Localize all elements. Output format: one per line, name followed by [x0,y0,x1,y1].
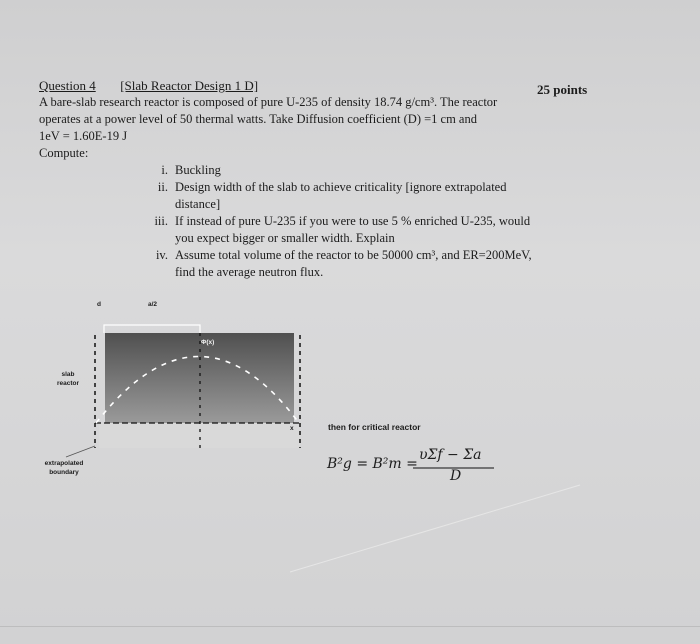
points-label: 25 points [537,82,588,97]
boundary-label: boundary [49,469,79,476]
buckling-equation-denominator: D [450,468,462,484]
half-width-bracket [104,325,200,333]
slab-label: slab [61,371,75,378]
task-number: iv. [155,248,168,262]
intro-line-1: A bare-slab research reactor is composed of pure U-235 of density 18.74 g/cm³. The reactor [39,95,498,109]
flux-label: Φ(x) [201,339,215,346]
task-text: you expect bigger or smaller width. Explain [175,231,395,245]
question-topic: [Slab Reactor Design 1 D] [120,78,259,93]
reactor-label: reactor [56,380,80,387]
background-scratch [290,485,580,572]
task-text: find the average neutron flux. [175,265,324,279]
task-text: If instead of pure U-235 if you were to use 5 % enriched U-235, would [175,214,531,228]
extrapolated-pointer [66,446,95,457]
intro-line-3: 1eV = 1.60E-19 J [39,129,128,143]
buckling-equation-lhs: B²g = B²m = [327,456,418,472]
task-number: ii. [157,180,168,194]
question-label: Question 4 [39,78,96,93]
task-text: distance] [175,197,221,211]
x-axis-label: x [290,425,294,432]
task-number: iii. [154,214,168,228]
page-bottom-divider [0,626,700,627]
half-width-label: a/2 [148,301,158,308]
slab-lower-region [99,423,300,448]
critical-reactor-text: then for critical reactor [328,422,421,432]
compute-label: Compute: [39,146,89,160]
extrapolated-label: extrapolated [44,460,84,467]
buckling-equation-numerator: υΣf − Σa [419,447,482,463]
task-number: i. [161,163,168,177]
task-text: Design width of the slab to achieve criticality [ignore extrapolated [175,180,507,194]
task-text: Assume total volume of the reactor to be 50000 cm³, and ER=200MeV, [175,248,532,262]
slab-body [105,333,294,423]
intro-line-2: operates at a power level of 50 thermal watts. Take Diffusion coefficient (D) =1 cm and [39,112,477,126]
task-text: Buckling [175,163,221,177]
d-label: d [97,301,101,308]
